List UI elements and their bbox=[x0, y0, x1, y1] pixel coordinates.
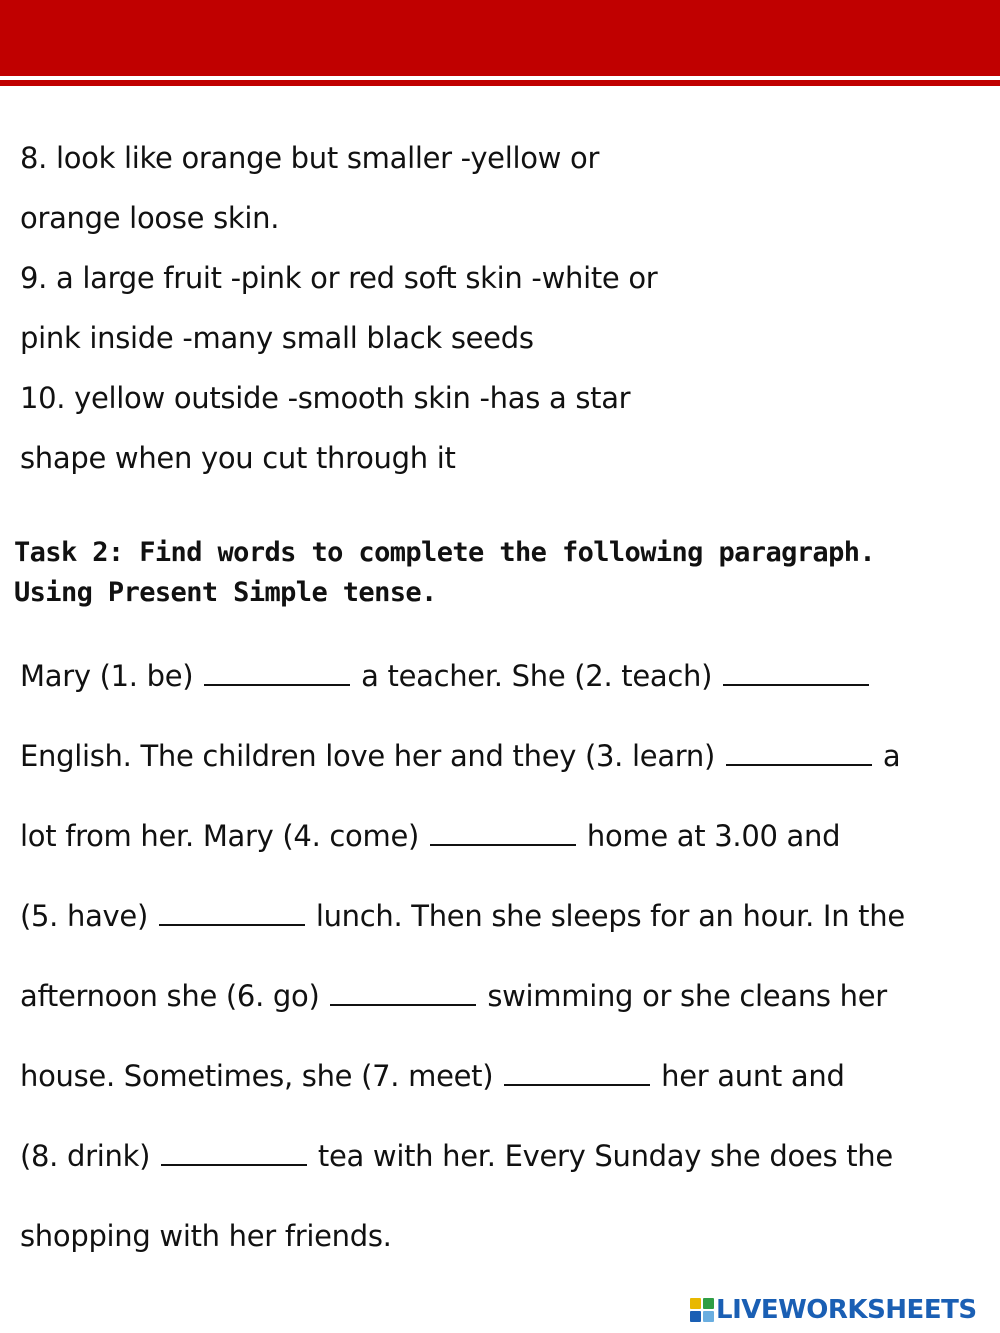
paragraph-text: shopping with her friends. bbox=[20, 1219, 392, 1253]
answer-blank-3[interactable] bbox=[726, 738, 872, 766]
paragraph-line bbox=[20, 738, 900, 774]
task2-title-line: Task 2: Find words to complete the following paragraph. bbox=[14, 537, 876, 568]
paragraph-text: house. Sometimes, she (7. meet) bbox=[20, 1059, 494, 1093]
task2-title-line: Using Present Simple tense. bbox=[14, 577, 437, 608]
paragraph-text: (5. have) bbox=[20, 899, 148, 933]
answer-blank-1[interactable] bbox=[204, 658, 350, 686]
task1-line: 8. look like orange but smaller -yellow or bbox=[20, 141, 600, 175]
paragraph-text: lunch. Then she sleeps for an hour. In the bbox=[315, 899, 905, 933]
paragraph-text: tea with her. Every Sunday she does the bbox=[317, 1139, 893, 1173]
paragraph-line bbox=[20, 1058, 845, 1094]
answer-blank-7[interactable] bbox=[504, 1058, 650, 1086]
answer-blank-5[interactable] bbox=[159, 898, 305, 926]
paragraph-text: swimming or she cleans her bbox=[487, 979, 887, 1013]
liveworksheets-logo[interactable] bbox=[690, 1292, 977, 1328]
paragraph-text: Mary (1. be) bbox=[20, 659, 194, 693]
paragraph-text: afternoon she (6. go) bbox=[20, 979, 320, 1013]
paragraph-text: a bbox=[882, 739, 901, 773]
paragraph-text: lot from her. Mary (4. come) bbox=[20, 819, 420, 853]
paragraph-text: a teacher. She (2. teach) bbox=[361, 659, 713, 693]
liveworksheets-logo-icon bbox=[690, 1298, 714, 1322]
task1-line: 10. yellow outside -smooth skin -has a star bbox=[20, 381, 631, 415]
answer-blank-2[interactable] bbox=[723, 658, 869, 686]
paragraph-line bbox=[20, 1218, 392, 1254]
paragraph-text: her aunt and bbox=[661, 1059, 845, 1093]
paragraph-line bbox=[20, 1138, 893, 1174]
header-bar bbox=[0, 0, 1000, 76]
answer-blank-4[interactable] bbox=[430, 818, 576, 846]
task1-line: pink inside -many small black seeds bbox=[20, 321, 534, 355]
answer-blank-6[interactable] bbox=[330, 978, 476, 1006]
task1-line: shape when you cut through it bbox=[20, 441, 456, 475]
answer-blank-8[interactable] bbox=[161, 1138, 307, 1166]
paragraph-line bbox=[20, 898, 905, 934]
paragraph-text: English. The children love her and they (3. learn) bbox=[20, 739, 715, 773]
task1-line: orange loose skin. bbox=[20, 201, 280, 235]
task1-line: 9. a large fruit -pink or red soft skin -white or bbox=[20, 261, 658, 295]
paragraph-line bbox=[20, 978, 887, 1014]
paragraph-text: home at 3.00 and bbox=[586, 819, 841, 853]
header-divider bbox=[0, 80, 1000, 86]
paragraph-line bbox=[20, 818, 840, 854]
paragraph-line bbox=[20, 658, 871, 694]
task2-title bbox=[14, 533, 994, 613]
logo-text: LIVEWORKSHEETS bbox=[716, 1295, 977, 1325]
paragraph-text: (8. drink) bbox=[20, 1139, 151, 1173]
